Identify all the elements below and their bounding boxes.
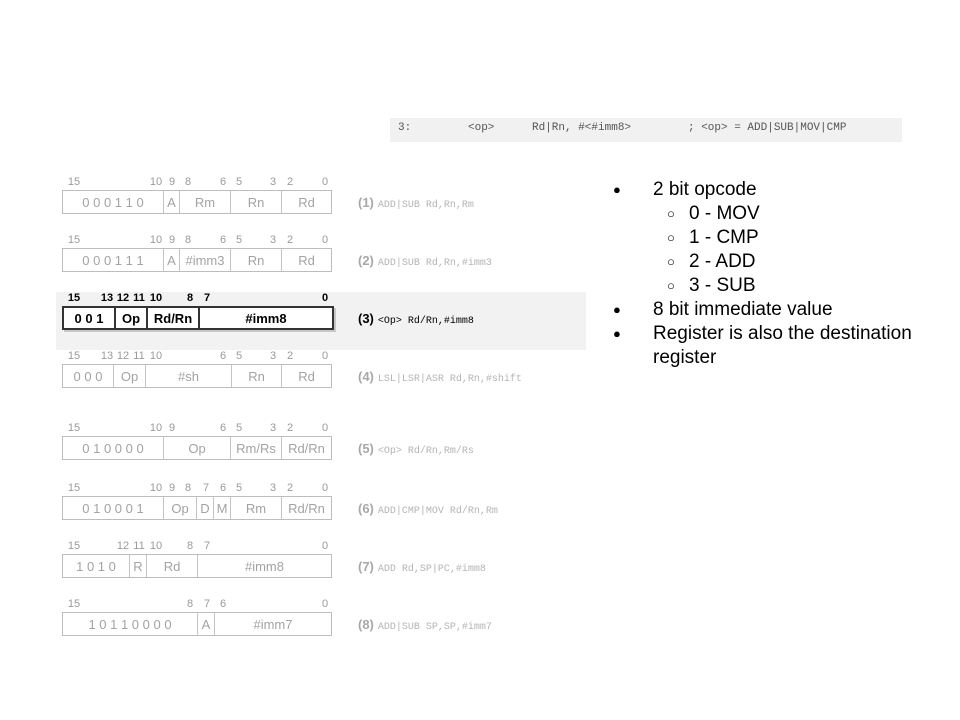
bit-number: 11 bbox=[133, 292, 145, 304]
encoding-field: 0 0 1 bbox=[74, 310, 104, 326]
encoding-fields bbox=[62, 496, 332, 520]
encoding-field: Rd bbox=[146, 555, 197, 577]
encoding-field: A bbox=[197, 613, 214, 635]
bit-number: 15 bbox=[67, 482, 81, 494]
syntax-op: <op> bbox=[468, 122, 495, 134]
encoding-field: 1 0 1 0 bbox=[76, 558, 116, 574]
encoding-row-3 bbox=[56, 292, 586, 350]
encoding-syntax: ADD|CMP|MOV Rd/Rn,Rm bbox=[377, 506, 498, 517]
encoding-field: Rn bbox=[230, 249, 281, 271]
encoding-field: Rd/Rn bbox=[281, 437, 331, 459]
encoding-number: (2) bbox=[358, 253, 374, 268]
encoding-number: (3) bbox=[358, 311, 374, 326]
encoding-field: Rd bbox=[281, 191, 331, 213]
syntax-operands: Rd|Rn, #<#imm8> bbox=[532, 122, 632, 134]
encoding-syntax: ADD|SUB Rd,Rn,Rm bbox=[377, 200, 474, 211]
encoding-number: (5) bbox=[358, 441, 374, 456]
bullet-item bbox=[613, 178, 933, 202]
encoding-field: Op bbox=[114, 308, 146, 328]
encoding-label bbox=[358, 252, 492, 270]
encoding-row-8 bbox=[56, 598, 586, 656]
bit-number: 3 bbox=[269, 482, 277, 494]
bullet-item bbox=[613, 322, 933, 370]
bit-number: 10 bbox=[149, 350, 163, 362]
encoding-field: Rn bbox=[231, 365, 281, 387]
bit-number: 5 bbox=[235, 482, 243, 494]
bit-number: 7 bbox=[203, 292, 211, 304]
bit-number: 15 bbox=[67, 292, 81, 304]
bit-number: 3 bbox=[269, 350, 277, 362]
encoding-field: Rd/Rn bbox=[146, 308, 198, 328]
bit-number: 10 bbox=[149, 292, 163, 304]
bit-number: 15 bbox=[67, 598, 81, 610]
encoding-label bbox=[358, 194, 474, 212]
bit-number: 5 bbox=[235, 234, 243, 246]
bit-number: 2 bbox=[286, 350, 294, 362]
encoding-number: (8) bbox=[358, 617, 374, 632]
encoding-fields bbox=[62, 248, 332, 272]
encoding-syntax: ADD Rd,SP|PC,#imm8 bbox=[377, 564, 486, 575]
bit-number: 2 bbox=[286, 176, 294, 188]
syntax-comment: ; <op> = ADD|SUB|MOV|CMP bbox=[688, 122, 847, 134]
encoding-field: Op bbox=[163, 497, 196, 519]
encoding-field: Rm bbox=[179, 191, 230, 213]
bit-number: 9 bbox=[168, 234, 176, 246]
bit-number: 15 bbox=[67, 422, 81, 434]
encoding-syntax: <Op> Rd/Rn,Rm/Rs bbox=[377, 446, 474, 457]
encoding-fields bbox=[62, 554, 332, 578]
bit-number: 2 bbox=[286, 234, 294, 246]
encoding-row-7 bbox=[56, 540, 586, 598]
bit-number: 8 bbox=[184, 482, 192, 494]
encoding-field: M bbox=[213, 497, 230, 519]
bullet-text: 8 bit immediate value bbox=[653, 299, 833, 320]
encoding-field: Op bbox=[163, 437, 230, 459]
bit-number: 6 bbox=[219, 176, 227, 188]
bit-number: 8 bbox=[184, 176, 192, 188]
bit-number: 9 bbox=[168, 422, 176, 434]
bit-number: 15 bbox=[67, 234, 81, 246]
encoding-syntax: ADD|SUB Rd,Rn,#imm3 bbox=[377, 258, 492, 269]
encoding-label bbox=[358, 500, 498, 518]
encoding-field: Rm/Rs bbox=[230, 437, 281, 459]
encoding-label bbox=[358, 368, 522, 386]
encoding-field: Rd bbox=[281, 249, 331, 271]
bit-number: 11 bbox=[133, 540, 145, 552]
hollow-bullet-icon: ○ bbox=[667, 206, 675, 221]
encoding-field: A bbox=[163, 249, 179, 271]
bit-number: 6 bbox=[219, 482, 227, 494]
bullet-text: 1 - CMP bbox=[689, 227, 759, 248]
bullet-text: 3 - SUB bbox=[689, 275, 756, 296]
bit-number: 12 bbox=[116, 350, 130, 362]
bit-number: 7 bbox=[203, 598, 211, 610]
encoding-field: Rn bbox=[230, 191, 281, 213]
bullet-text: 0 - MOV bbox=[689, 203, 760, 224]
encoding-field: D bbox=[196, 497, 213, 519]
encoding-field: Rd/Rn bbox=[281, 497, 331, 519]
sub-bullet-item bbox=[613, 202, 933, 226]
syntax-line bbox=[390, 118, 902, 142]
filled-bullet-icon: ● bbox=[613, 302, 621, 317]
encoding-field: #imm7 bbox=[214, 613, 331, 635]
bit-number: 2 bbox=[286, 422, 294, 434]
bit-number: 0 bbox=[321, 422, 329, 434]
bit-number: 6 bbox=[219, 422, 227, 434]
hollow-bullet-icon: ○ bbox=[667, 254, 675, 269]
bit-number: 8 bbox=[186, 540, 194, 552]
bit-number: 3 bbox=[269, 234, 277, 246]
bit-number: 0 bbox=[321, 598, 329, 610]
encoding-fields bbox=[62, 612, 332, 636]
encoding-field: 1 0 1 1 0 0 0 0 bbox=[88, 616, 172, 632]
bit-number: 9 bbox=[168, 482, 176, 494]
bit-number: 0 bbox=[321, 540, 329, 552]
bit-number: 8 bbox=[186, 598, 194, 610]
sub-bullet-item bbox=[613, 226, 933, 250]
bit-number: 7 bbox=[202, 482, 210, 494]
bit-number: 3 bbox=[269, 422, 277, 434]
bit-number: 8 bbox=[186, 292, 194, 304]
encoding-fields bbox=[62, 364, 332, 388]
bit-number: 10 bbox=[149, 482, 163, 494]
encoding-field: #sh bbox=[145, 365, 231, 387]
encoding-label bbox=[358, 440, 474, 458]
bit-number: 2 bbox=[286, 482, 294, 494]
bit-number: 0 bbox=[321, 292, 329, 304]
bit-number: 15 bbox=[67, 540, 81, 552]
encoding-fields bbox=[62, 436, 332, 460]
encoding-row-2 bbox=[56, 234, 586, 292]
bullet-text: 2 - ADD bbox=[689, 251, 756, 272]
encoding-number: (4) bbox=[358, 369, 374, 384]
bit-number: 0 bbox=[321, 176, 329, 188]
hollow-bullet-icon: ○ bbox=[667, 230, 675, 245]
sub-bullet-item bbox=[613, 274, 933, 298]
encoding-fields bbox=[62, 306, 334, 330]
bit-number: 13 bbox=[100, 350, 114, 362]
bit-number: 0 bbox=[321, 234, 329, 246]
bit-number: 12 bbox=[116, 540, 130, 552]
bullet-text: Register is also the destination register bbox=[653, 323, 912, 368]
bit-number: 10 bbox=[149, 422, 163, 434]
filled-bullet-icon: ● bbox=[613, 326, 621, 341]
encoding-row-4 bbox=[56, 350, 586, 408]
encoding-field: R bbox=[129, 555, 146, 577]
encoding-field: Op bbox=[113, 365, 145, 387]
bit-number: 12 bbox=[116, 292, 130, 304]
filled-bullet-icon: ● bbox=[613, 182, 621, 197]
encoding-number: (1) bbox=[358, 195, 374, 210]
bit-number: 15 bbox=[67, 350, 81, 362]
encoding-label bbox=[358, 558, 486, 576]
encoding-field: 0 0 0 1 1 1 bbox=[82, 252, 144, 268]
encoding-field: #imm3 bbox=[179, 249, 230, 271]
bit-number: 5 bbox=[235, 422, 243, 434]
encoding-field: A bbox=[163, 191, 179, 213]
bit-number: 5 bbox=[235, 176, 243, 188]
encoding-fields bbox=[62, 190, 332, 214]
encoding-syntax: ADD|SUB SP,SP,#imm7 bbox=[377, 622, 492, 633]
bit-number: 7 bbox=[203, 540, 211, 552]
encoding-field: #imm8 bbox=[197, 555, 331, 577]
encoding-row-6 bbox=[56, 482, 586, 540]
encoding-field: 0 0 0 1 1 0 bbox=[82, 194, 144, 210]
encoding-row-1 bbox=[56, 176, 586, 234]
bit-number: 10 bbox=[149, 234, 163, 246]
encoding-field: Rm bbox=[230, 497, 281, 519]
syntax-number: 3: bbox=[398, 122, 412, 134]
encoding-field: 0 1 0 0 0 1 bbox=[82, 500, 144, 516]
sub-bullet-item bbox=[613, 250, 933, 274]
bit-number: 6 bbox=[219, 598, 227, 610]
encoding-row-5 bbox=[56, 422, 586, 480]
bit-number: 0 bbox=[321, 482, 329, 494]
bit-number: 5 bbox=[235, 350, 243, 362]
encoding-field: 0 1 0 0 0 0 bbox=[82, 440, 144, 456]
bit-number: 6 bbox=[219, 234, 227, 246]
bullet-text: 2 bit opcode bbox=[653, 179, 757, 200]
encoding-number: (6) bbox=[358, 501, 374, 516]
encoding-label bbox=[358, 616, 492, 634]
encoding-field: #imm8 bbox=[198, 308, 332, 328]
bit-number: 3 bbox=[269, 176, 277, 188]
hollow-bullet-icon: ○ bbox=[667, 278, 675, 293]
encoding-syntax: <Op> Rd/Rn,#imm8 bbox=[377, 316, 474, 327]
bit-number: 0 bbox=[321, 350, 329, 362]
bit-number: 11 bbox=[133, 350, 145, 362]
bit-number: 10 bbox=[149, 176, 163, 188]
bit-number: 10 bbox=[149, 540, 163, 552]
encoding-syntax: LSL|LSR|ASR Rd,Rn,#shift bbox=[377, 374, 522, 385]
encoding-field: 0 0 0 bbox=[73, 368, 103, 384]
bit-number: 13 bbox=[100, 292, 114, 304]
encoding-label bbox=[358, 310, 474, 328]
encoding-number: (7) bbox=[358, 559, 374, 574]
bit-number: 6 bbox=[219, 350, 227, 362]
bullet-item bbox=[613, 298, 933, 322]
bit-number: 9 bbox=[168, 176, 176, 188]
encoding-field: Rd bbox=[281, 365, 331, 387]
bit-number: 8 bbox=[184, 234, 192, 246]
bit-number: 15 bbox=[67, 176, 81, 188]
bullet-list bbox=[613, 178, 933, 370]
